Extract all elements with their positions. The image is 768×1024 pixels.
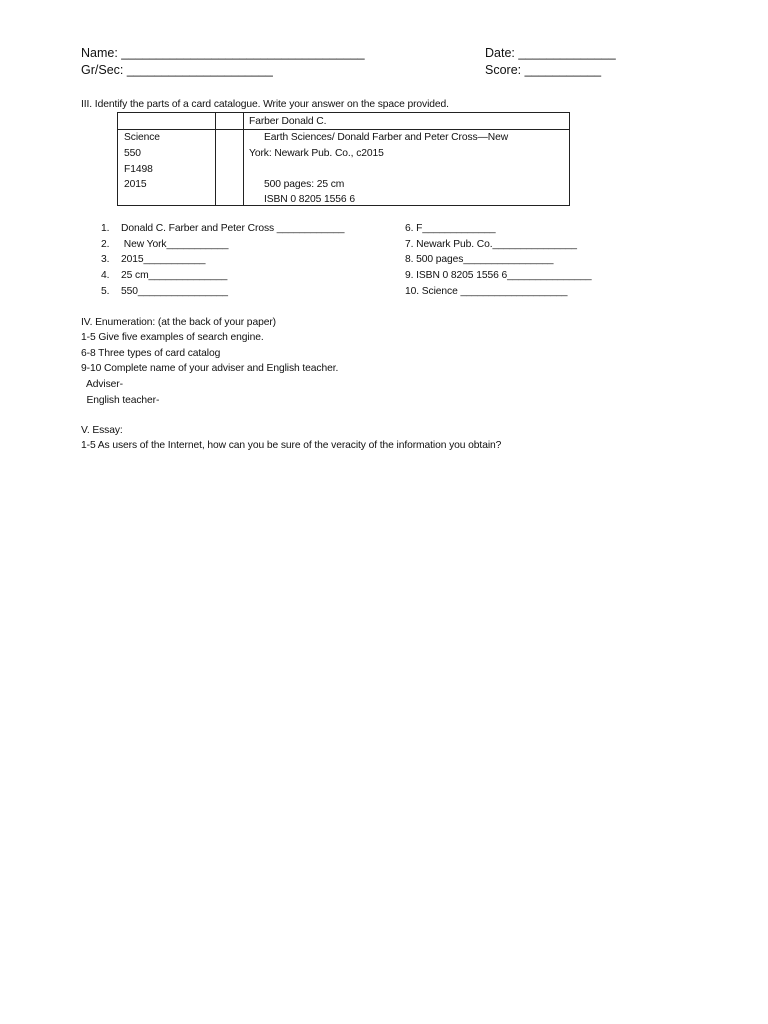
essay-question: 1-5 As users of the Internet, how can you be sure of the veracity of the information you obtain?	[81, 440, 502, 451]
item-answer-line: New York___________	[121, 239, 229, 250]
card-header-rule	[118, 129, 569, 130]
call-number-line: F1498	[124, 164, 153, 175]
card-divider-1	[215, 113, 216, 205]
date-field-label: Date: ______________	[485, 46, 616, 60]
item-number: 5.	[101, 286, 110, 297]
score-field-label: Score: ___________	[485, 63, 602, 77]
name-field-label: Name: ___________________________________	[81, 46, 365, 60]
call-number-line: 550	[124, 148, 141, 159]
call-number-line: 2015	[124, 179, 147, 190]
card-imprint-line: York: Newark Pub. Co., c2015	[249, 148, 384, 159]
item-answer-line: 550________________	[121, 286, 228, 297]
item-answer-line: 8. 500 pages________________	[405, 254, 554, 265]
item-number: 1.	[101, 223, 110, 234]
part5-heading: V. Essay:	[81, 425, 123, 436]
item-number: 3.	[101, 254, 110, 265]
card-collation: 500 pages: 25 cm	[264, 179, 345, 190]
item-answer-line: 7. Newark Pub. Co._______________	[405, 239, 577, 250]
card-isbn: ISBN 0 8205 1556 6	[264, 194, 355, 205]
card-divider-2	[243, 113, 244, 205]
card-author: Farber Donald C.	[249, 116, 327, 127]
grade-section-field-label: Gr/Sec: _____________________	[81, 63, 273, 77]
item-answer-line: 10. Science ___________________	[405, 286, 568, 297]
call-number-line: Science	[124, 132, 160, 143]
item-answer-line: 2015___________	[121, 254, 206, 265]
item-number: 4.	[101, 270, 110, 281]
enumeration-line: 1-5 Give five examples of search engine.	[81, 332, 264, 343]
card-title-line: Earth Sciences/ Donald Farber and Peter Cross—New	[264, 132, 509, 143]
item-number: 2.	[101, 239, 110, 250]
card-catalogue-table	[117, 112, 570, 206]
enumeration-line: 9-10 Complete name of your adviser and English teacher.	[81, 363, 339, 374]
part3-instruction: III. Identify the parts of a card catalogue. Write your answer on the space provided.	[81, 99, 449, 110]
item-answer-line: 25 cm______________	[121, 270, 228, 281]
enumeration-line: Adviser-	[81, 379, 123, 390]
part4-heading: IV. Enumeration: (at the back of your paper)	[81, 317, 276, 328]
item-answer-line: 9. ISBN 0 8205 1556 6_______________	[405, 270, 592, 281]
enumeration-line: English teacher-	[81, 395, 160, 406]
item-answer-line: Donald C. Farber and Peter Cross ____________	[121, 223, 345, 234]
item-answer-line: 6. F_____________	[405, 223, 496, 234]
enumeration-line: 6-8 Three types of card catalog	[81, 348, 221, 359]
